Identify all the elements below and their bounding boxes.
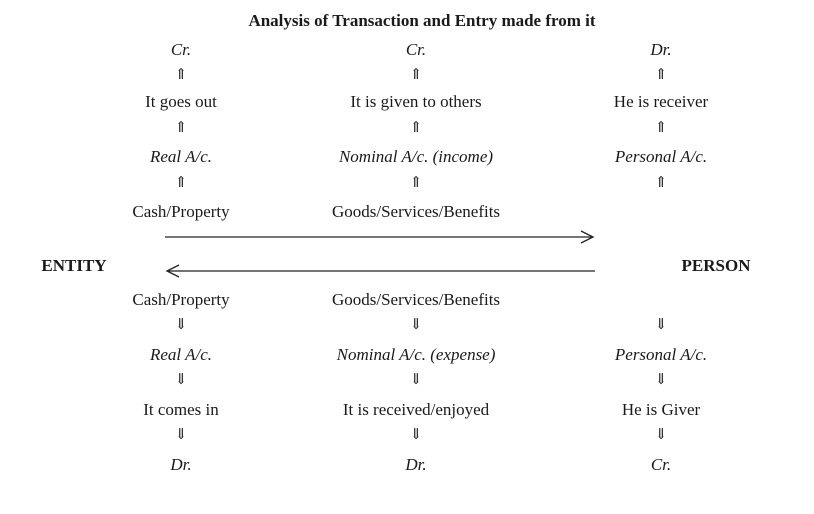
bottom-col1-account: Real A/c. [150,345,212,364]
down-arrow-icon: ⇓ [174,372,188,388]
top-col3-side: Dr. [650,40,672,59]
bottom-col3-reason: He is Giver [621,400,701,419]
top-col2-reason: It is given to others [350,92,482,111]
right-flow-arrow [165,231,593,243]
top-col1-item: Cash/Property [132,202,230,221]
bottom-col2-account: Nominal A/c. (expense) [336,345,496,364]
left-flow-arrow [167,265,595,277]
down-arrow-icon: ⇓ [654,317,668,333]
up-arrow-icon: ⇑ [409,67,423,83]
bottom-col2-item: Goods/Services/Benefits [331,290,501,309]
up-arrow-icon: ⇑ [174,120,188,136]
up-arrow-icon: ⇑ [409,120,423,136]
up-arrow-icon: ⇑ [654,67,668,83]
top-col2-item: Goods/Services/Benefits [331,202,501,221]
bottom-col1-side: Dr. [170,455,192,474]
top-col2-account: Nominal A/c. (income) [338,147,494,166]
down-arrow-icon: ⇓ [654,427,668,443]
top-col3-reason: He is receiver [613,92,709,111]
bottom-col1-item: Cash/Property [132,290,230,309]
bottom-col3-account: Personal A/c. [614,345,708,364]
entity-label: ENTITY [41,256,107,275]
up-arrow-icon: ⇑ [409,175,423,191]
up-arrow-icon: ⇑ [654,175,668,191]
up-arrow-icon: ⇑ [654,120,668,136]
down-arrow-icon: ⇓ [174,317,188,333]
up-arrow-icon: ⇑ [174,175,188,191]
diagram-title: Analysis of Transaction and Entry made from it [248,11,596,30]
top-col2-side: Cr. [405,40,427,59]
down-arrow-icon: ⇓ [409,372,423,388]
bottom-col2-side: Dr. [405,455,427,474]
bottom-col3-side: Cr. [650,455,672,474]
up-arrow-icon: ⇑ [174,67,188,83]
person-label: PERSON [681,256,751,275]
bottom-col2-reason: It is received/enjoyed [342,400,490,419]
top-col3-account: Personal A/c. [614,147,708,166]
top-col1-side: Cr. [170,40,192,59]
down-arrow-icon: ⇓ [409,317,423,333]
down-arrow-icon: ⇓ [654,372,668,388]
top-col1-account: Real A/c. [150,147,212,166]
down-arrow-icon: ⇓ [174,427,188,443]
down-arrow-icon: ⇓ [409,427,423,443]
bottom-col1-reason: It comes in [143,400,219,419]
top-col1-reason: It goes out [145,92,217,111]
